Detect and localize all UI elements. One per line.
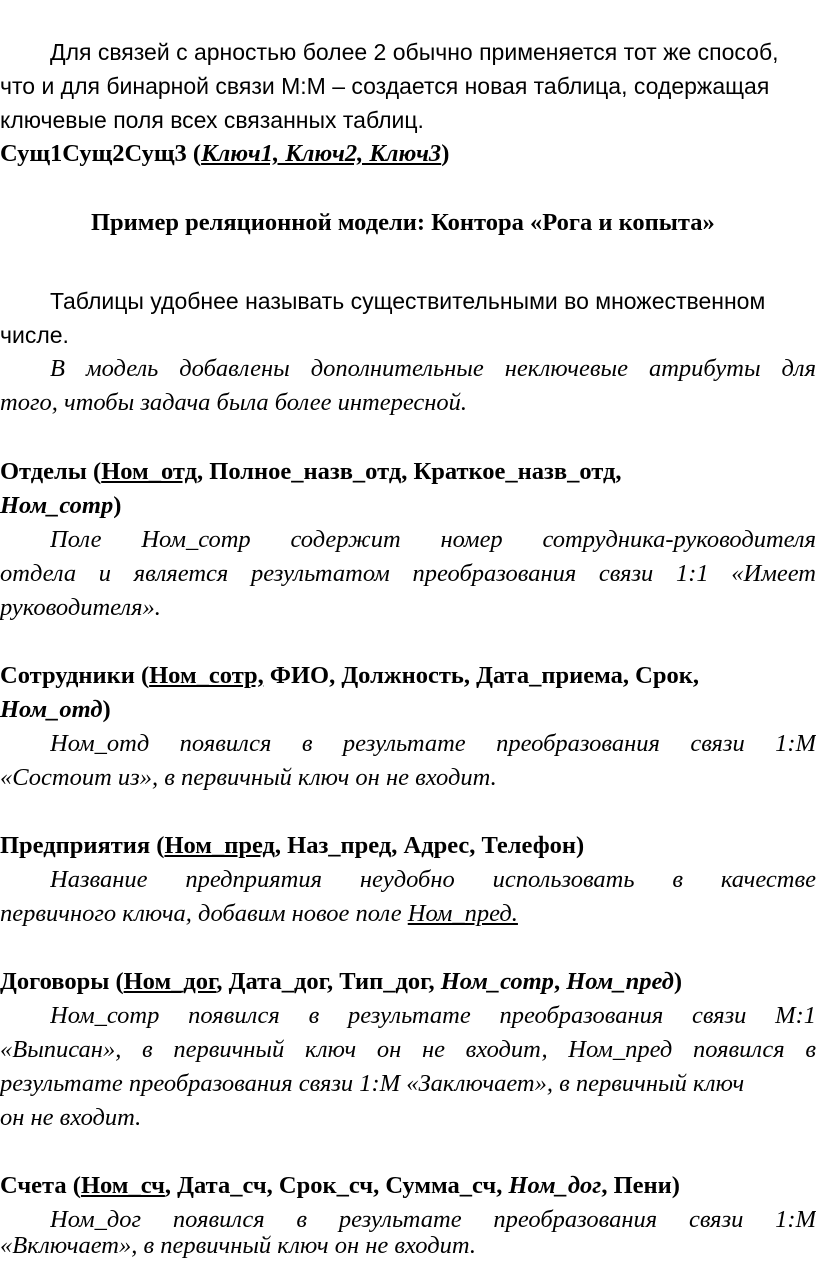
table-predpriyatiya-name: Предприятия ( (0, 832, 165, 859)
table-scheta-pk: Ном_сч (80, 1172, 165, 1199)
table-otdely-desc-1: Поле Ном_сотр содержит номер сотрудника-руководителя (50, 526, 816, 553)
table-sotrudniki-close: ) (102, 696, 111, 723)
table-scheta-name: Счета ( (0, 1172, 81, 1199)
table-otdely-name: Отделы ( (0, 458, 102, 485)
intro-line-1: Для связей с арностью более 2 обычно применяется тот же способ, (50, 39, 779, 65)
table-predpriyatiya-header (0, 829, 584, 863)
section-title: Пример реляционной модели: Контора «Рога и копыта» (91, 209, 715, 236)
note-line-4: того, чтобы задача была более интересной. (0, 389, 468, 416)
table-sotrudniki-header-2 (0, 693, 111, 727)
table-sotrudniki-pk: Ном_сотр, (149, 662, 264, 689)
table-predpriyatiya-rest: , Наз_пред, Адрес, Телефон) (274, 832, 585, 859)
table-otdely-rest: , Полное_назв_отд, Краткое_назв_отд, (197, 458, 622, 485)
table-sotrudniki-name: Сотрудники ( (0, 662, 150, 689)
table-dogovory-pk: Ном_дог (123, 968, 217, 995)
table-scheta-close: , Пени) (601, 1172, 680, 1199)
table-otdely-header-2 (0, 489, 121, 523)
note-line-3: В модель добавлены дополнительные неключевые атрибуты для (50, 355, 816, 382)
table-sotrudniki-rest: ФИО, Должность, Дата_приема, Срок, (263, 662, 699, 689)
table-otdely-desc-3: руководителя». (0, 594, 161, 621)
table-predpriyatiya-desc-2-text: первичного ключа, добавим новое поле (0, 900, 408, 927)
formula-suffix: ) (441, 140, 450, 167)
table-dogovory-header (0, 965, 682, 999)
table-scheta-desc-1: Ном_дог появился в результате преобразования связи 1:М (50, 1206, 816, 1233)
table-dogovory-fk1: Ном_сотр (440, 968, 554, 995)
formula-keys: Ключ1, Ключ2, Ключ3 (201, 140, 442, 167)
table-scheta-fk: Ном_дог (508, 1172, 602, 1199)
table-sotrudniki-desc-1: Ном_отд появился в результате преобразования связи 1:М (50, 730, 816, 757)
intro-line-2: что и для бинарной связи М:М – создается новая таблица, содержащая (0, 73, 770, 99)
formula-line (0, 137, 449, 171)
table-otdely-header (0, 455, 622, 489)
table-scheta-desc-2: «Включает», в первичный ключ он не входит. (0, 1232, 476, 1259)
table-sotrudniki-desc-2: «Состоит из», в первичный ключ он не входит. (0, 764, 497, 791)
table-predpriyatiya-desc-2 (0, 897, 518, 931)
table-dogovory-fk2: Ном_пред (566, 968, 674, 995)
table-dogovory-sep: , (553, 968, 567, 995)
table-dogovory-name: Договоры ( (0, 968, 124, 995)
table-dogovory-desc-4: он не входит. (0, 1104, 142, 1131)
table-otdely-desc-2: отдела и является результатом преобразования связи 1:1 «Имеет (0, 560, 816, 587)
table-scheta-header (0, 1169, 680, 1203)
note-line-2: числе. (0, 322, 69, 348)
formula-prefix: Сущ1Сущ2Сущ3 ( (0, 140, 202, 167)
table-predpriyatiya-desc-1: Название предприятия неудобно использовать в качестве (50, 866, 816, 893)
table-sotrudniki-header (0, 659, 699, 693)
table-scheta-rest: , Дата_сч, Срок_сч, Сумма_сч, (164, 1172, 509, 1199)
intro-line-3: ключевые поля всех связанных таблиц. (0, 107, 424, 133)
note-line-1: Таблицы удобнее называть существительными во множественном (50, 288, 766, 314)
table-otdely-fk: Ном_сотр (0, 492, 114, 519)
table-sotrudniki-fk: Ном_отд (0, 696, 103, 723)
table-dogovory-desc-2: «Выписан», в первичный ключ он не входит, Ном_пред появился в (0, 1036, 816, 1063)
table-otdely-pk: Ном_отд (101, 458, 198, 485)
table-dogovory-rest: , Дата_дог, Тип_дог, (216, 968, 441, 995)
table-dogovory-desc-1: Ном_сотр появился в результате преобразования связи М:1 (50, 1002, 816, 1029)
table-predpriyatiya-desc-2-field: Ном_пред. (407, 900, 518, 927)
table-dogovory-desc-3: результате преобразования связи 1:М «Заключает», в первичный ключ (0, 1070, 745, 1097)
table-dogovory-close: ) (673, 968, 683, 995)
table-otdely-close: ) (113, 492, 122, 519)
table-predpriyatiya-pk: Ном_пред (164, 832, 275, 859)
